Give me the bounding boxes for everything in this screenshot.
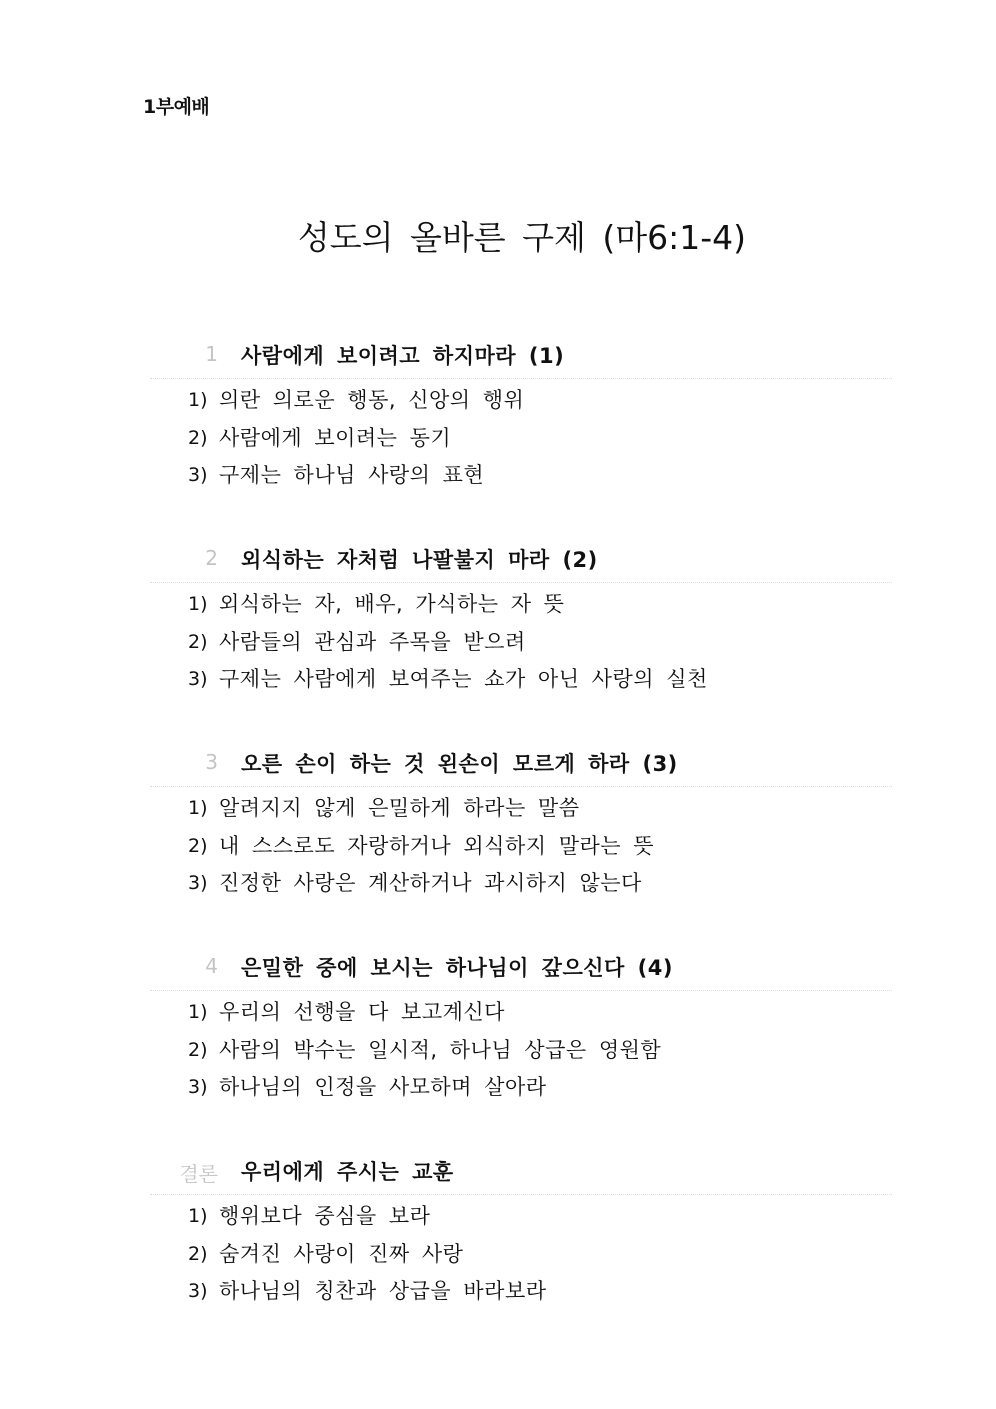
item-text: 하나님의 칭찬과 상급을 바라보라 — [219, 1279, 547, 1303]
list-item — [150, 790, 892, 828]
list-item — [150, 828, 892, 866]
item-text: 하나님의 인정을 사모하며 살아라 — [219, 1075, 547, 1099]
list-item — [150, 624, 892, 662]
section-number: 3 — [205, 750, 218, 774]
item-marker: 2) — [188, 1242, 208, 1265]
section-title: 오른 손이 하는 것 왼손이 모르게 하라 (3) — [241, 752, 678, 776]
item-marker: 1) — [188, 797, 208, 819]
section-item-list — [150, 994, 892, 1107]
list-item — [150, 661, 892, 699]
page-title: 성도의 올바른 구제 (마6:1-4) — [297, 218, 747, 257]
section-number: 1 — [205, 342, 218, 366]
item-marker: 3) — [188, 668, 208, 690]
item-marker: 3) — [188, 1280, 208, 1302]
item-text: 우리의 선행을 다 보고계신다 — [219, 1000, 505, 1024]
item-text: 진정한 사랑은 계산하거나 과시하지 않는다 — [219, 871, 642, 895]
list-item — [150, 1069, 892, 1107]
list-item — [150, 1198, 892, 1236]
list-item — [150, 420, 892, 458]
section-title: 사람에게 보이려고 하지마라 (1) — [241, 344, 565, 368]
list-item — [150, 457, 892, 495]
section-item-list — [150, 1198, 892, 1311]
section-3 — [150, 746, 892, 903]
item-marker: 1) — [188, 1001, 208, 1023]
list-item — [150, 994, 892, 1032]
section-heading — [150, 1154, 892, 1195]
service-label: 1부예배 — [143, 96, 210, 118]
section-title: 외식하는 자처럼 나팔불지 마라 (2) — [241, 548, 598, 572]
list-item — [150, 586, 892, 624]
item-text: 알려지지 않게 은밀하게 하라는 말씀 — [219, 796, 580, 820]
item-marker: 2) — [188, 426, 208, 449]
section-number: 2 — [205, 546, 218, 570]
section-heading — [150, 746, 892, 787]
list-item — [150, 1032, 892, 1070]
item-marker: 2) — [188, 1038, 208, 1061]
section-conclusion — [150, 1154, 892, 1311]
section-4 — [150, 950, 892, 1107]
section-title: 우리에게 주시는 교훈 — [241, 1160, 454, 1184]
item-marker: 3) — [188, 872, 208, 894]
item-text: 사람들의 관심과 주목을 받으려 — [219, 629, 526, 654]
section-number: 결론 — [179, 1162, 218, 1186]
section-heading — [150, 338, 892, 379]
section-item-list — [150, 790, 892, 903]
item-marker: 3) — [188, 464, 208, 486]
item-marker: 2) — [188, 630, 208, 653]
section-item-list — [150, 382, 892, 495]
item-text: 행위보다 중심을 보라 — [219, 1204, 431, 1228]
section-heading — [150, 542, 892, 583]
item-marker: 1) — [188, 593, 208, 615]
item-text: 구제는 하나님 사랑의 표현 — [219, 463, 485, 487]
item-text: 의란 의로운 행동, 신앙의 행위 — [219, 388, 525, 412]
item-text: 구제는 사람에게 보여주는 쇼가 아닌 사랑의 실천 — [219, 667, 708, 691]
item-text: 내 스스로도 자랑하거나 외식하지 말라는 뜻 — [219, 833, 655, 858]
item-marker: 2) — [188, 834, 208, 857]
list-item — [150, 1273, 892, 1311]
item-marker: 1) — [188, 389, 208, 411]
item-text: 외식하는 자, 배우, 가식하는 자 뜻 — [219, 592, 565, 616]
item-text: 사람에게 보이려는 동기 — [219, 425, 452, 450]
item-marker: 1) — [188, 1205, 208, 1227]
section-1 — [150, 338, 892, 495]
list-item — [150, 1236, 892, 1274]
section-heading — [150, 950, 892, 991]
item-text: 사람의 박수는 일시적, 하나님 상급은 영원함 — [219, 1037, 662, 1062]
section-2 — [150, 542, 892, 699]
section-item-list — [150, 586, 892, 699]
section-title: 은밀한 중에 보시는 하나님이 갚으신다 (4) — [241, 956, 673, 980]
item-marker: 3) — [188, 1076, 208, 1098]
list-item — [150, 865, 892, 903]
item-text: 숨겨진 사랑이 진짜 사랑 — [219, 1241, 464, 1266]
list-item — [150, 382, 892, 420]
section-number: 4 — [205, 954, 218, 978]
